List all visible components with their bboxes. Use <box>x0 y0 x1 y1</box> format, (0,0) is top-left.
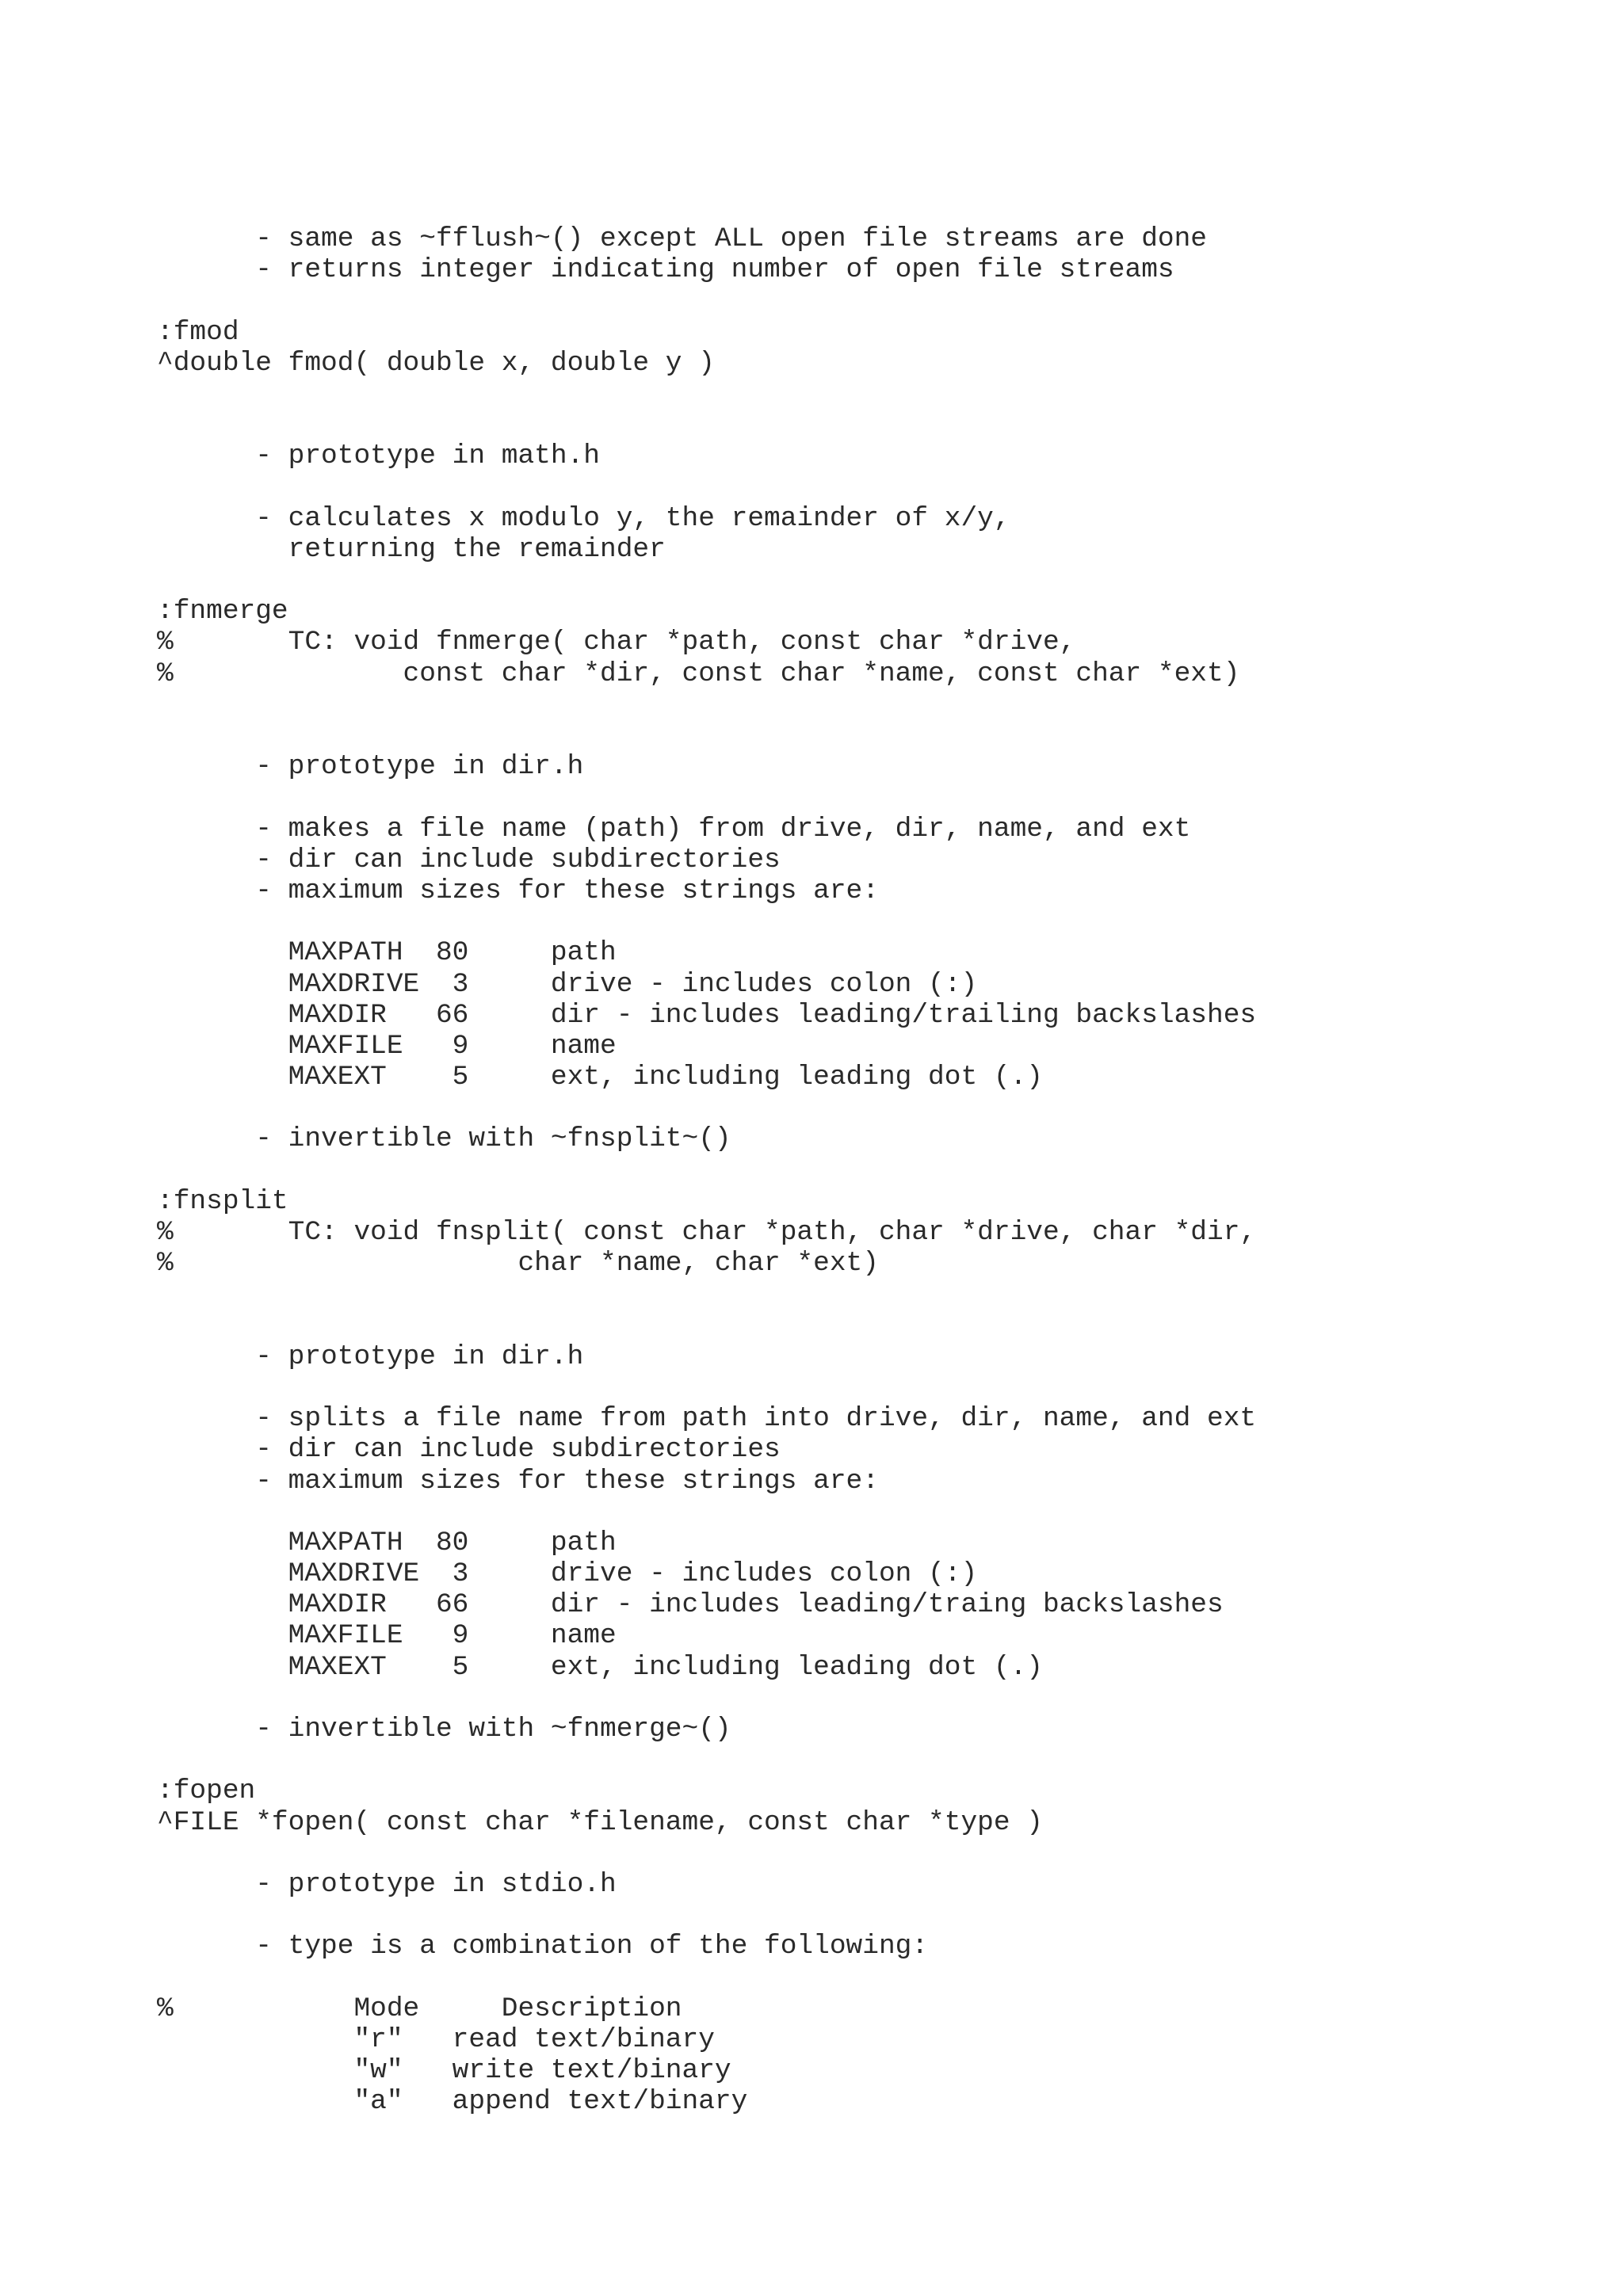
text-line: MAXFILE 9 name <box>157 1030 617 1062</box>
text-line: - dir can include subdirectories <box>157 1434 781 1466</box>
text-line: % const char *dir, const char *name, const char *ext) <box>157 658 1240 689</box>
text-line: - same as ~fflush~() except ALL open file streams are done <box>157 223 1208 254</box>
text-line: :fopen <box>157 1775 256 1807</box>
text-line <box>157 906 1256 937</box>
text-line: MAXEXT 5 ext, including leading dot (.) <box>157 1651 1043 1683</box>
text-line <box>157 1310 1256 1341</box>
text-line <box>157 472 1256 503</box>
text-line <box>157 1900 1256 1931</box>
text-line <box>157 1155 1256 1186</box>
text-line <box>157 285 1256 316</box>
text-line: - maximum sizes for these strings are: <box>157 1465 879 1497</box>
text-line <box>157 720 1256 751</box>
text-line <box>157 1372 1256 1403</box>
text-line <box>157 379 1256 410</box>
text-line: MAXEXT 5 ext, including leading dot (.) <box>157 1062 1043 1093</box>
text-line: - prototype in dir.h <box>157 751 584 783</box>
text-line: - type is a combination of the following: <box>157 1931 929 1962</box>
text-line: :fmod <box>157 316 239 348</box>
text-line: - prototype in stdio.h <box>157 1868 617 1900</box>
text-line: "a" append text/binary <box>157 2086 748 2118</box>
text-line: - calculates x modulo y, the remainder of x/y, <box>157 502 1010 534</box>
text-line <box>157 565 1256 596</box>
text-line <box>157 1745 1256 1775</box>
text-line: - dir can include subdirectories <box>157 844 781 875</box>
text-line: ^FILE *fopen( const char *filename, const char *type ) <box>157 1806 1043 1838</box>
text-line: MAXDRIVE 3 drive - includes colon (:) <box>157 1558 978 1590</box>
text-line: :fnsplit <box>157 1185 288 1217</box>
text-line: - maximum sizes for these strings are: <box>157 875 879 906</box>
text-line: :fnmerge <box>157 596 288 627</box>
text-line: - invertible with ~fnsplit~() <box>157 1123 731 1155</box>
text-line: MAXDIR 66 dir - includes leading/trailing backslashes <box>157 999 1257 1031</box>
text-line: MAXDIR 66 dir - includes leading/traing backslashes <box>157 1589 1224 1621</box>
text-line: - invertible with ~fnmerge~() <box>157 1714 731 1745</box>
text-line: % TC: void fnmerge( char *path, const char *drive, <box>157 627 1076 658</box>
text-line <box>157 782 1256 813</box>
text-line: ^double fmod( double x, double y ) <box>157 347 715 379</box>
text-line: - makes a file name (path) from drive, dir, name, and ext <box>157 813 1191 845</box>
text-line <box>157 1683 1256 1714</box>
text-line: - prototype in math.h <box>157 441 600 472</box>
text-line <box>157 1838 1256 1869</box>
text-line: MAXPATH 80 path <box>157 937 617 969</box>
text-line: "r" read text/binary <box>157 2023 715 2055</box>
text-line: MAXFILE 9 name <box>157 1620 617 1652</box>
text-line: MAXDRIVE 3 drive - includes colon (:) <box>157 968 978 1000</box>
text-line: "w" write text/binary <box>157 2055 731 2087</box>
text-line <box>157 1497 1256 1527</box>
text-line <box>157 1279 1256 1310</box>
text-line <box>157 410 1256 441</box>
text-line: % TC: void fnsplit( const char *path, char *drive, char *dir, <box>157 1217 1257 1248</box>
text-line: MAXPATH 80 path <box>157 1527 617 1558</box>
text-line <box>157 1962 1256 1993</box>
text-line: - splits a file name from path into drive, dir, name, and ext <box>157 1403 1257 1435</box>
text-line <box>157 1093 1256 1123</box>
text-line: - returns integer indicating number of open file streams <box>157 254 1174 286</box>
text-line: % Mode Description <box>157 1993 682 2024</box>
document-text <box>157 223 1256 2117</box>
text-line: returning the remainder <box>157 533 666 565</box>
text-line <box>157 689 1256 720</box>
text-line: - prototype in dir.h <box>157 1341 584 1372</box>
text-line: % char *name, char *ext) <box>157 1248 879 1280</box>
